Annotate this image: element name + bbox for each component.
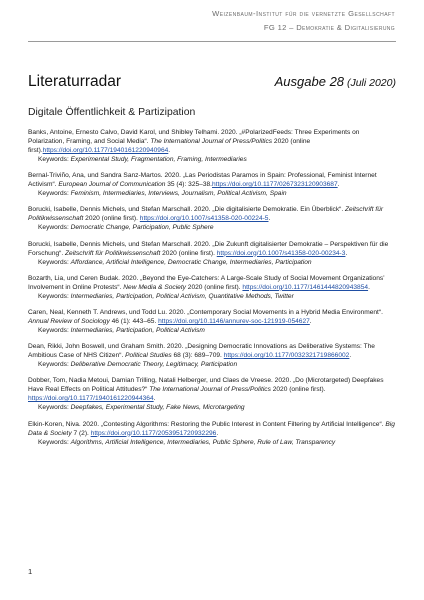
keywords-label: Keywords: <box>38 438 71 446</box>
header-divider <box>28 41 396 42</box>
keywords-line <box>28 360 396 369</box>
doi-link[interactable]: https://doi.org/10.1177/0267323120903687 <box>212 181 338 189</box>
citation-text: Dean, Rikki, John Boswell, und Graham Smith. 2020. „Designing Democratic Innovations as Deliberative Systems: The Ambitious Case of NHS Citizen“. <box>28 343 375 360</box>
citation <box>28 420 396 438</box>
research-group: FG 12 – Demokratie & Digitalisierung <box>263 23 395 32</box>
keywords-line <box>28 223 396 232</box>
keywords-line <box>28 189 396 198</box>
citation-venue: Political Studies <box>125 352 172 360</box>
keywords-label: Keywords: <box>38 224 71 232</box>
issue-label <box>275 74 396 89</box>
citation-venue: European Journal of Communication <box>58 181 166 189</box>
bibliography-list <box>28 128 396 454</box>
citation-details: 68 (3): 689–709. <box>171 352 224 360</box>
citation-end: . <box>216 429 219 437</box>
bibliography-entry <box>28 342 396 369</box>
citation-venue: The International Journal of Press/Politics <box>150 138 273 145</box>
keywords-line <box>28 438 396 447</box>
keywords-values: Intermediaries, Participation, Political Activism, Quantitative Methods, Twitter <box>70 292 294 300</box>
bibliography-entry <box>28 308 396 335</box>
keywords-values: Affordance, Artificial Intelligence, Democratic Change, Intermediaries, Participation <box>70 258 312 266</box>
citation-details: 35 (4): 325–38. <box>165 181 212 189</box>
citation-end: . <box>345 249 348 257</box>
doi-link[interactable]: https://doi.org/10.1177/1940161220940964 <box>42 147 169 154</box>
citation-details: 2020 (online first). <box>28 138 311 154</box>
citation-venue: The International Journal of Press/Politics <box>149 386 271 394</box>
citation-venue: Zeitschrift für Politikwissenschaft <box>65 249 161 257</box>
doi-link[interactable]: https://doi.org/10.1007/s41358-020-00234-3 <box>216 249 346 257</box>
keywords-label: Keywords: <box>38 361 71 369</box>
citation-details: 46 (1): 443–65. <box>109 317 159 325</box>
page-number: 1 <box>28 567 33 576</box>
keywords-line <box>28 258 396 267</box>
citation-text: Bozarth, Lia, und Ceren Budak. 2020. „Beyond the Eye-Catchers: A Large-Scale Study of Social Movement Organizations’ Involvement in Online Protests“. <box>28 274 385 291</box>
keywords-line <box>28 326 396 335</box>
keywords-label: Keywords: <box>38 326 71 334</box>
keywords-values: Intermediaries, Participation, Political Activism <box>70 326 205 334</box>
citation-text: Borucki, Isabelle, Dennis Michels, und Stefan Marschall. 2020. „Die Zukunft digitalisierter Demokratie – Perspektiven für die Forschung“. <box>28 240 389 257</box>
citation-text: Bernal-Triviño, Ana, und Sandra Sanz-Martos. 2020. „Las Periodistas Paramos in Spain: Professional, Feminist Internet Activism“. <box>28 172 377 189</box>
bibliography-entry <box>28 205 396 232</box>
citation-text: Dobber, Tom, Nadia Metoui, Damian Trilling, Natali Helberger, und Claes de Vreese. 2020. „Do (Microtargeted) Deepfakes Have Real Effects on Political Attitudes?“ <box>28 377 384 394</box>
doi-link[interactable]: https://doi.org/10.1177/0032321719866002 <box>223 352 350 360</box>
issue-date: (Juli 2020) <box>344 77 396 89</box>
doi-link[interactable]: https://doi.org/10.1177/2053951720932296 <box>90 429 217 437</box>
citation-end: . <box>153 395 156 403</box>
bibliography-entry <box>28 274 396 301</box>
citation-end: . <box>268 215 271 223</box>
citation-end: . <box>368 283 370 291</box>
keywords-line <box>28 292 396 301</box>
citation <box>28 342 396 360</box>
keywords-values: Experimental Study, Fragmentation, Framing, Intermediaries <box>70 156 247 163</box>
bibliography-entry <box>28 376 396 412</box>
citation <box>28 128 396 155</box>
issue-number: Ausgabe 28 <box>274 74 345 89</box>
keywords-label: Keywords: <box>38 404 71 412</box>
citation-end: . <box>337 181 340 189</box>
keywords-line <box>28 403 396 412</box>
citation-text: Banks, Antoine, Ernesto Calvo, David Karol, und Shibley Telhami. 2020. „#PolarizedFeeds: Three Experiments on Polarization, Framing, and Social Media“. <box>28 129 360 145</box>
doi-link[interactable]: https://doi.org/10.1177/1461444820943854 <box>242 283 369 291</box>
citation-text: Elkin-Koren, Niva. 2020. „Contesting Algorithms: Restoring the Public Interest in Content Filtering by Artificial Intelligence“. <box>28 420 386 428</box>
citation-details: 2020 (online first). <box>270 386 326 394</box>
keywords-label: Keywords: <box>38 258 71 266</box>
bibliography-entry <box>28 171 396 198</box>
title-row <box>28 73 396 91</box>
doi-link[interactable]: https://doi.org/10.1007/s41358-020-00224-5 <box>139 215 269 223</box>
citation-venue: Zeitschrift für Politikwissenschaft <box>28 206 384 223</box>
citation-details: 2020 (online first). <box>185 283 243 291</box>
doi-link[interactable]: https://doi.org/10.1146/annurev-soc-121919-054627 <box>158 317 310 325</box>
citation-details: 7 (2). <box>71 429 91 437</box>
keywords-values: Algorithms, Artificial Intelligence, Intermediaries, Public Sphere, Rule of Law, Transparency <box>70 438 336 446</box>
bibliography-entry <box>28 420 396 447</box>
keywords-line <box>28 155 396 164</box>
citation-details: 2020 (online first). <box>83 215 140 223</box>
citation-venue: New Media & Society <box>123 283 186 291</box>
citation-text: Caren, Neal, Kenneth T. Andrews, und Todd Lu. 2020. „Contemporary Social Movements in a Hybrid Media Environment“. <box>28 308 383 316</box>
keywords-values: Feminism, Intermediaries, Interviews, Journalism, Political Activism, Spain <box>70 190 287 198</box>
citation-end: . <box>168 147 171 154</box>
citation-details: 2020 (online first). <box>160 249 217 257</box>
keywords-values: Deliberative Democratic Theory, Legitimacy, Participation <box>70 361 238 369</box>
bibliography-entry <box>28 240 396 267</box>
keywords-label: Keywords: <box>38 292 71 300</box>
citation-end: . <box>349 352 352 360</box>
citation-venue: Annual Review of Sociology <box>28 317 110 325</box>
document-title: Literaturradar <box>28 73 122 90</box>
doi-link[interactable]: https://doi.org/10.1177/1940161220944364 <box>28 395 154 403</box>
citation <box>28 376 396 403</box>
keywords-values: Deepfakes, Experimental Study, Fake News, Microtargeting <box>70 404 245 412</box>
institute-name: Weizenbaum-Institut für die vernetzte Gesellschaft <box>212 9 395 18</box>
citation <box>28 274 396 292</box>
citation <box>28 171 396 189</box>
section-heading: Digitale Öffentlichkeit & Partizipation <box>28 107 196 118</box>
bibliography-entry <box>28 128 396 164</box>
citation-end: . <box>309 317 312 325</box>
citation-venue: Big Data & Society <box>28 420 395 437</box>
keywords-values: Democratic Change, Participation, Public Sphere <box>70 224 214 232</box>
keywords-label: Keywords: <box>38 190 71 198</box>
keywords-label: Keywords: <box>38 156 71 163</box>
citation-text: Borucki, Isabelle, Dennis Michels, und Stefan Marschall. 2020. „Die digitalisierte Demokratie. Ein Überblick“. <box>28 206 346 214</box>
citation <box>28 308 396 326</box>
citation <box>28 205 396 223</box>
citation <box>28 240 396 258</box>
